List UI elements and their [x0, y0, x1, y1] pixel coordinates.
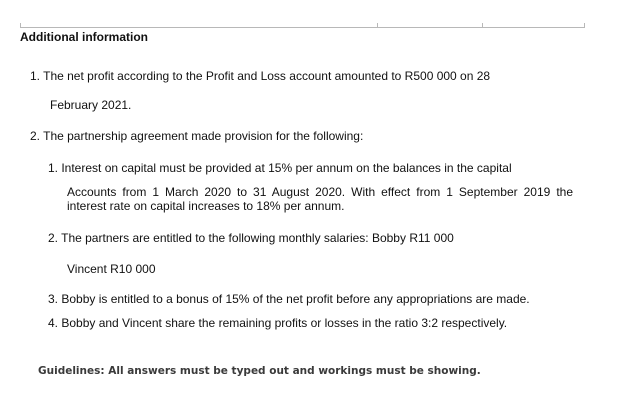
sub-item-4: 4. Bobby and Vincent share the remaining profits or losses in the ratio 3:2 respectively. — [48, 316, 508, 330]
ruler-tick — [482, 23, 483, 28]
item-2: 2. The partnership agreement made provision for the following: — [30, 129, 364, 143]
item-1-line-2: February 2021. — [50, 98, 132, 112]
item-1-line-1: 1. The net profit according to the Profit and Loss account amounted to R500 000 on 28 — [30, 69, 491, 83]
section-heading: Additional information — [20, 30, 148, 44]
sub-item-2-line-2: Vincent R10 000 — [67, 262, 156, 276]
ruler-tick — [377, 23, 378, 28]
ruler-tick — [20, 23, 21, 28]
sub-item-3: 3. Bobby is entitled to a bonus of 15% of the net profit before any appropriations are made. — [48, 292, 530, 306]
sub-item-1-line-1: 1. Interest on capital must be provided at 15% per annum on the balances in the capital — [48, 161, 512, 175]
sub-item-2-line-1: 2. The partners are entitled to the following monthly salaries: Bobby R11 000 — [48, 231, 454, 245]
sub-item-1-paragraph: Accounts from 1 March 2020 to 31 August 2020. With effect from 1 September 2019 the interest rate on capital increases to 18% per annum. — [67, 185, 573, 213]
ruler-tick — [584, 23, 585, 28]
ruler-line — [20, 27, 585, 28]
guidelines-note: Guidelines: All answers must be typed out and workings must be showing. — [38, 365, 481, 377]
